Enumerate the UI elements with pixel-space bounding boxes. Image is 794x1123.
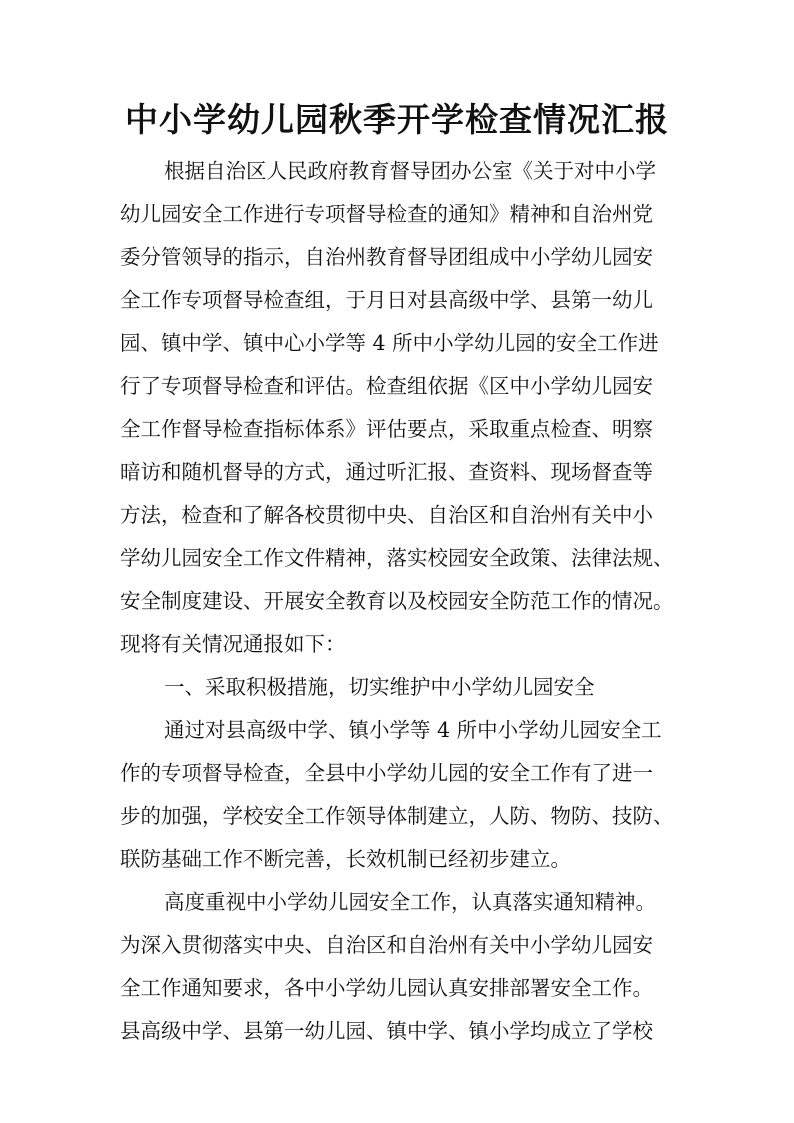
intro-line-8: 暗访和随机督导的方式，通过听汇报、查资料、现场督查等 [120,460,653,484]
section-1-para-2-line-3: 全工作通知要求，各中小学幼儿园认真安排部署安全工作。 [120,976,653,1000]
intro-line-10: 学幼儿园安全工作文件精神，落实校园安全政策、法律法规、 [120,546,674,570]
intro-line-5: 园、镇中学、镇中心小学等 4 所中小学幼儿园的安全工作进 [120,331,659,355]
section-1-body-line-3: 步的加强，学校安全工作领导体制建立，人防、物防、技防、 [120,804,674,828]
section-1-para-2-line-4: 县高级中学、县第一幼儿园、镇中学、镇小学均成立了学校 [120,1019,653,1043]
intro-line-4: 全工作专项督导检查组，于月日对县高级中学、县第一幼儿 [120,288,653,312]
intro-line-2: 幼儿园安全工作进行专项督导检查的通知》精神和自治州党 [120,202,653,226]
intro-line-1: 根据自治区人民政府教育督导团办公室《关于对中小学 [164,159,656,183]
intro-line-7: 全工作督导检查指标体系》评估要点，采取重点检查、明察 [120,417,653,441]
section-1-body-line-2: 作的专项督导检查，全县中小学幼儿园的安全工作有了进一 [120,761,653,785]
section-1-body-line-1: 通过对县高级中学、镇小学等 4 所中小学幼儿园安全工 [164,718,662,742]
section-1-heading: 一、采取积极措施，切实维护中小学幼儿园安全 [164,675,595,699]
section-1-body-line-4: 联防基础工作不断完善，长效机制已经初步建立。 [120,847,571,871]
section-1-para-2-line-1: 高度重视中小学幼儿园安全工作，认真落实通知精神。 [164,890,656,914]
document-body [120,150,700,1053]
intro-line-9: 方法，检查和了解各校贯彻中央、自治区和自治州有关中小 [120,503,653,527]
intro-line-11: 安全制度建设、开展安全教育以及校园安全防范工作的情况。 [120,589,674,613]
intro-line-12: 现将有关情况通报如下： [120,632,346,656]
section-1-para-2-line-2: 为深入贯彻落实中央、自治区和自治州有关中小学幼儿园安 [120,933,653,957]
intro-line-6: 行了专项督导检查和评估。检查组依据《区中小学幼儿园安 [120,374,653,398]
document-title: 中小学幼儿园秋季开学检查情况汇报 [125,100,669,139]
intro-line-3: 委分管领导的指示，自治州教育督导团组成中小学幼儿园安 [120,245,653,269]
